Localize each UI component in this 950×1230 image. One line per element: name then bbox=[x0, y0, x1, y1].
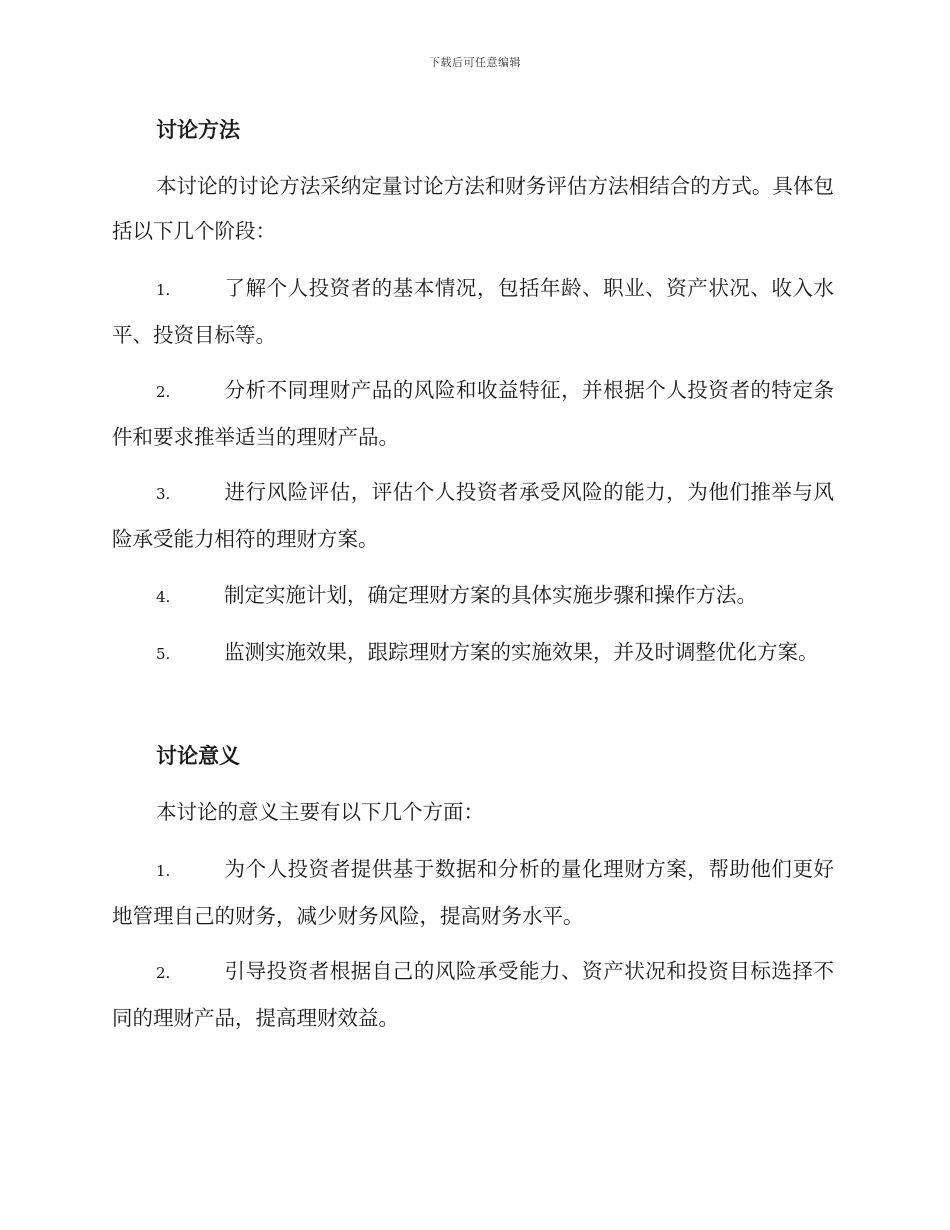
list-item-number: 1. bbox=[156, 862, 171, 880]
list-item-text: 为个人投资者提供基于数据和分析的量化理财方案，帮助他们更好地管理自己的财务，减少财务风险，提高财务水平。 bbox=[112, 857, 834, 928]
list-item-text: 制定实施计划，确定理财方案的具体实施步骤和操作方法。 bbox=[224, 583, 757, 607]
methods-list-item bbox=[112, 630, 834, 677]
methods-list-item bbox=[112, 266, 834, 358]
methods-list-item bbox=[112, 368, 834, 460]
significance-intro-paragraph: 本讨论的意义主要有以下几个方面： bbox=[156, 800, 484, 824]
list-item-number: 2. bbox=[156, 964, 171, 982]
list-item-text: 引导投资者根据自己的风险承受能力、资产状况和投资目标选择不同的理财产品，提高理财效益。 bbox=[112, 959, 834, 1030]
significance-list-item bbox=[112, 847, 834, 939]
list-item-number: 1. bbox=[156, 281, 171, 299]
page-header-note: 下载后可任意编辑 bbox=[429, 56, 521, 69]
methods-list-item bbox=[112, 573, 834, 620]
list-item-text: 监测实施效果，跟踪理财方案的实施效果，并及时调整优化方案。 bbox=[224, 640, 819, 664]
list-item-number: 3. bbox=[156, 485, 171, 503]
list-item-number: 4. bbox=[156, 588, 171, 606]
significance-list-item bbox=[112, 949, 834, 1041]
list-item-number: 5. bbox=[156, 645, 171, 663]
section-heading-significance: 讨论意义 bbox=[156, 743, 240, 768]
list-item-text: 分析不同理财产品的风险和收益特征，并根据个人投资者的特定条件和要求推举适当的理财产品。 bbox=[112, 378, 834, 449]
methods-list-item bbox=[112, 470, 834, 562]
list-item-text: 了解个人投资者的基本情况，包括年龄、职业、资产状况、收入水平、投资目标等。 bbox=[112, 276, 834, 347]
section-heading-methods: 讨论方法 bbox=[156, 117, 240, 142]
methods-intro-paragraph: 本讨论的讨论方法采纳定量讨论方法和财务评估方法相结合的方式。具体包括以下几个阶段： bbox=[112, 174, 834, 243]
list-item-text: 进行风险评估，评估个人投资者承受风险的能力，为他们推举与风险承受能力相符的理财方案。 bbox=[112, 480, 834, 551]
list-item-number: 2. bbox=[156, 383, 171, 401]
